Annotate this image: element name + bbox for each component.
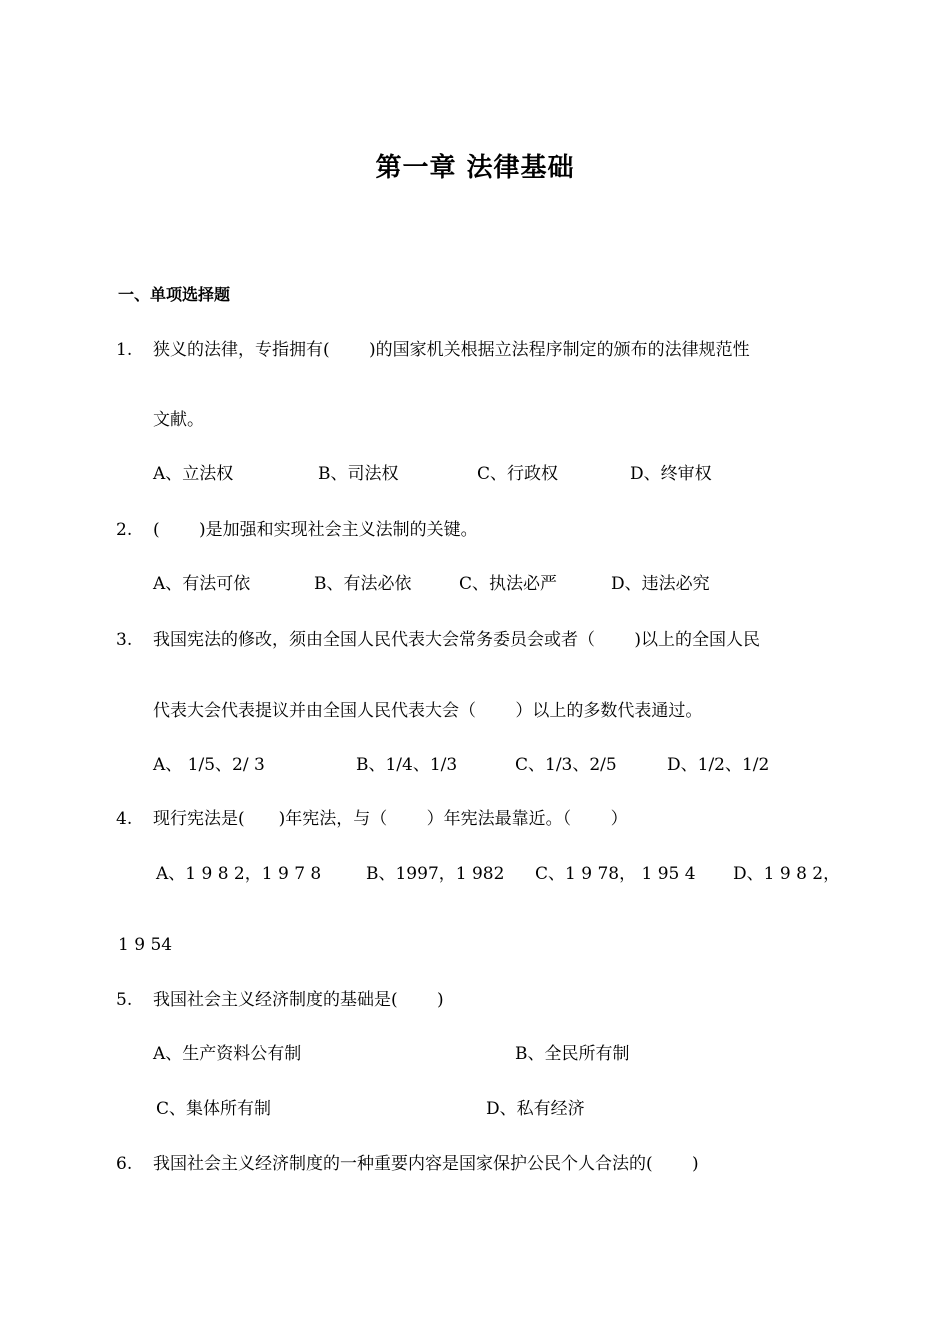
section-title: 一、单项选择题: [118, 285, 231, 304]
question-2-option-b: B、有法必依: [314, 574, 412, 594]
question-2-text: ( )是加强和实现社会主义法制的关键。: [153, 520, 478, 540]
question-4-option-a: A、1 9 8 2，1 9 7 8: [156, 864, 322, 884]
question-4-option-d: D、1 9 8 2，: [733, 864, 841, 884]
question-1-number: 1.: [116, 340, 133, 360]
question-4-option-b: B、1997，1 982: [366, 864, 505, 884]
question-2-option-c: C、执法必严: [459, 574, 558, 594]
question-3-option-d: D、1/2、1/2: [667, 755, 770, 775]
question-3-text-cont: 代表大会代表提议并由全国人民代表大会（ ）以上的多数代表通过。: [153, 701, 703, 721]
question-1-option-c: C、行政权: [477, 464, 559, 484]
question-5-number: 5.: [116, 990, 133, 1010]
question-1-option-d: D、终审权: [630, 464, 712, 484]
question-6-number: 6.: [116, 1154, 133, 1174]
question-4-text: 现行宪法是( )年宪法，与（ ）年宪法最靠近。（ ）: [153, 809, 628, 829]
question-2-option-a: A、有法可依: [153, 574, 251, 594]
question-1-option-a: A、立法权: [153, 464, 234, 484]
question-5-text: 我国社会主义经济制度的基础是( ): [153, 990, 444, 1010]
question-5-option-d: D、私有经济: [486, 1099, 585, 1119]
question-4-option-c: C、1 9 78， 1 95 4: [535, 864, 696, 884]
question-5-option-b: B、全民所有制: [515, 1044, 630, 1064]
question-3-option-c: C、1/3、2/5: [515, 755, 617, 775]
question-4-number: 4.: [116, 809, 133, 829]
question-5-option-c: C、集体所有制: [156, 1099, 272, 1119]
question-4-option-d-cont: 1 9 54: [118, 935, 173, 955]
question-3-option-b: B、1/4、1/3: [356, 755, 458, 775]
chapter-title: 第一章 法律基础: [375, 153, 575, 183]
question-5-option-a: A、生产资料公有制: [153, 1044, 302, 1064]
question-3-text: 我国宪法的修改，须由全国人民代表大会常务委员会或者（ )以上的全国人民: [153, 630, 761, 650]
question-1-option-b: B、司法权: [318, 464, 399, 484]
question-2-option-d: D、违法必究: [611, 574, 710, 594]
question-1-text-cont: 文献。: [153, 410, 204, 430]
question-3-option-a: A、 1/5、2/ 3: [153, 755, 265, 775]
question-6-text: 我国社会主义经济制度的一种重要内容是国家保护公民个人合法的( ): [153, 1154, 699, 1174]
question-3-number: 3.: [116, 630, 133, 650]
question-2-number: 2.: [116, 520, 133, 540]
question-1-text: 狭义的法律，专指拥有( )的国家机关根据立法程序制定的颁布的法律规范性: [153, 340, 750, 360]
